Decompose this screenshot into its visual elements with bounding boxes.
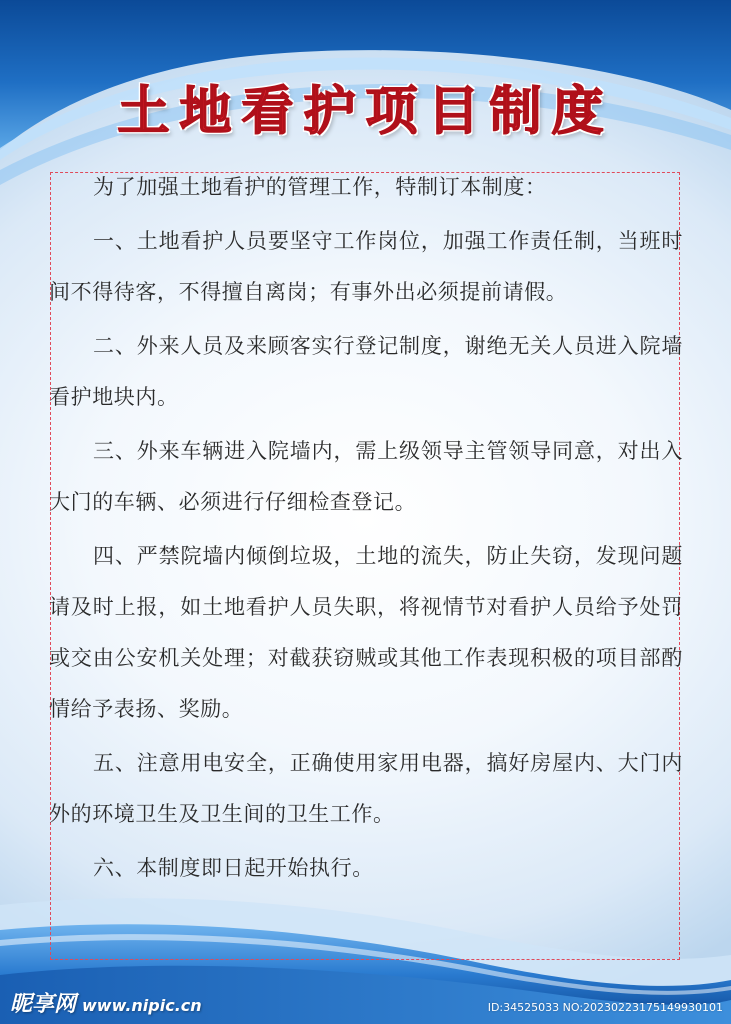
rule-item-5: 五、注意用电安全，正确使用家用电器，搞好房屋内、大门内外的环境卫生及卫生间的卫生工作。 bbox=[49, 751, 683, 826]
rule-item-6: 六、本制度即日起开始执行。 bbox=[93, 856, 374, 880]
watermark-bar bbox=[0, 988, 731, 1024]
poster-title: 土地看护项目制度 bbox=[117, 82, 614, 142]
rule-item-1: 一、土地看护人员要坚守工作岗位，加强工作责任制，当班时间不得待客，不得擅自离岗；有事外出必须提前请假。 bbox=[49, 229, 683, 304]
watermark-logo bbox=[10, 987, 202, 1018]
watermark-site-name: 昵享网 bbox=[10, 992, 77, 1017]
regulation-body bbox=[49, 162, 683, 894]
rule-item-3: 三、外来车辆进入院墙内，需上级领导主管领导同意，对出入大门的车辆、必须进行仔细检查登记。 bbox=[49, 439, 683, 514]
rule-item-2: 二、外来人员及来顾客实行登记制度，谢绝无关人员进入院墙看护地块内。 bbox=[49, 334, 683, 409]
watermark-id: ID:34525033 NO:20230223175149930101 bbox=[487, 1001, 723, 1014]
rule-item-4: 四、严禁院墙内倾倒垃圾，土地的流失，防止失窃，发现问题请及时上报，如土地看护人员失职，将视情节对看护人员给予处罚或交由公安机关处理；对截获窃贼或其他工作表现积极的项目部酌情给予表扬、奖励。 bbox=[49, 544, 683, 721]
intro-paragraph: 为了加强土地看护的管理工作，特制订本制度： bbox=[93, 175, 547, 199]
watermark-site-url: www.nipic.cn bbox=[82, 996, 202, 1015]
